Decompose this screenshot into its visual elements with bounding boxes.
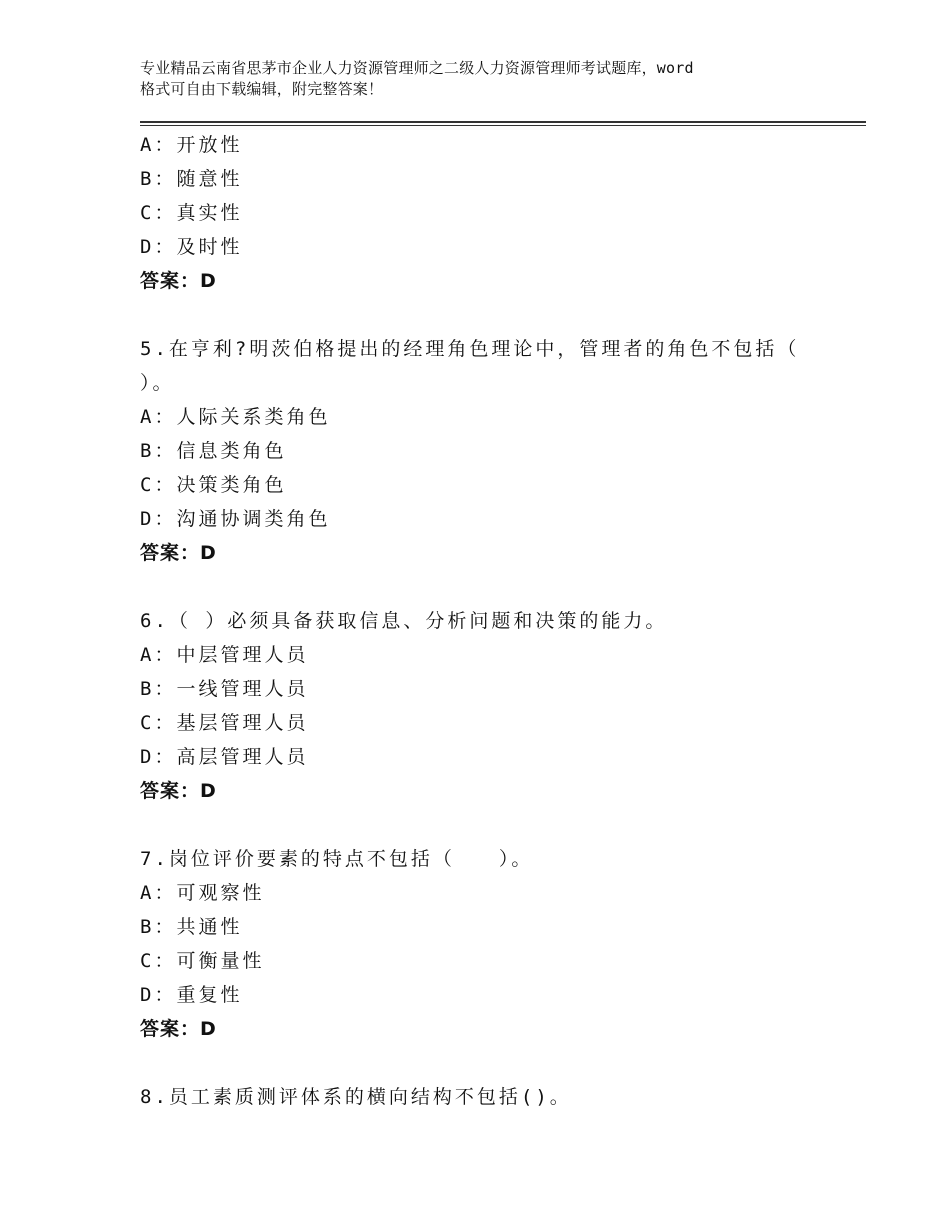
option-d: D：沟通协调类角色 (140, 508, 331, 530)
spacer (140, 570, 840, 604)
answer: 答案：D (140, 780, 217, 802)
answer: 答案：D (140, 1018, 217, 1040)
question-stem: 6.（ ）必须具备获取信息、分析问题和决策的能力。 (140, 610, 668, 632)
option-c: C：真实性 (140, 202, 243, 224)
question-4 (140, 128, 840, 298)
option-a: A：人际关系类角色 (140, 406, 331, 428)
option-d: D：及时性 (140, 236, 243, 258)
option-d: D：高层管理人员 (140, 746, 309, 768)
question-8 (140, 1080, 840, 1114)
header-line-1: 专业精品云南省思茅市企业人力资源管理师之二级人力资源管理师考试题库，word (140, 59, 694, 77)
option-b: B：一线管理人员 (140, 678, 309, 700)
option-a: A：可观察性 (140, 882, 265, 904)
question-list (140, 128, 840, 1114)
option-b: B：信息类角色 (140, 440, 287, 462)
option-c: C：决策类角色 (140, 474, 287, 496)
header-divider-thick (140, 121, 866, 123)
option-d: D：重复性 (140, 984, 243, 1006)
spacer (140, 808, 840, 842)
question-5 (140, 332, 840, 570)
question-stem: 7.岗位评价要素的特点不包括（ ）。 (140, 848, 534, 870)
answer: 答案：D (140, 542, 217, 564)
question-stem: 8.员工素质测评体系的横向结构不包括()。 (140, 1086, 572, 1108)
option-a: A：开放性 (140, 134, 243, 156)
document-header (140, 58, 840, 100)
spacer (140, 1046, 840, 1080)
header-divider-thin (140, 125, 866, 126)
option-c: C：可衡量性 (140, 950, 265, 972)
option-b: B：随意性 (140, 168, 243, 190)
question-7 (140, 842, 840, 1046)
option-b: B：共通性 (140, 916, 243, 938)
question-6 (140, 604, 840, 808)
question-stem-continued: ）。 (140, 372, 175, 394)
question-stem: 5.在亨利?明茨伯格提出的经理角色理论中，管理者的角色不包括（ (140, 338, 800, 360)
option-a: A：中层管理人员 (140, 644, 309, 666)
spacer (140, 298, 840, 332)
option-c: C：基层管理人员 (140, 712, 309, 734)
answer: 答案：D (140, 270, 217, 292)
header-line-2: 格式可自由下载编辑，附完整答案！ (140, 80, 384, 98)
